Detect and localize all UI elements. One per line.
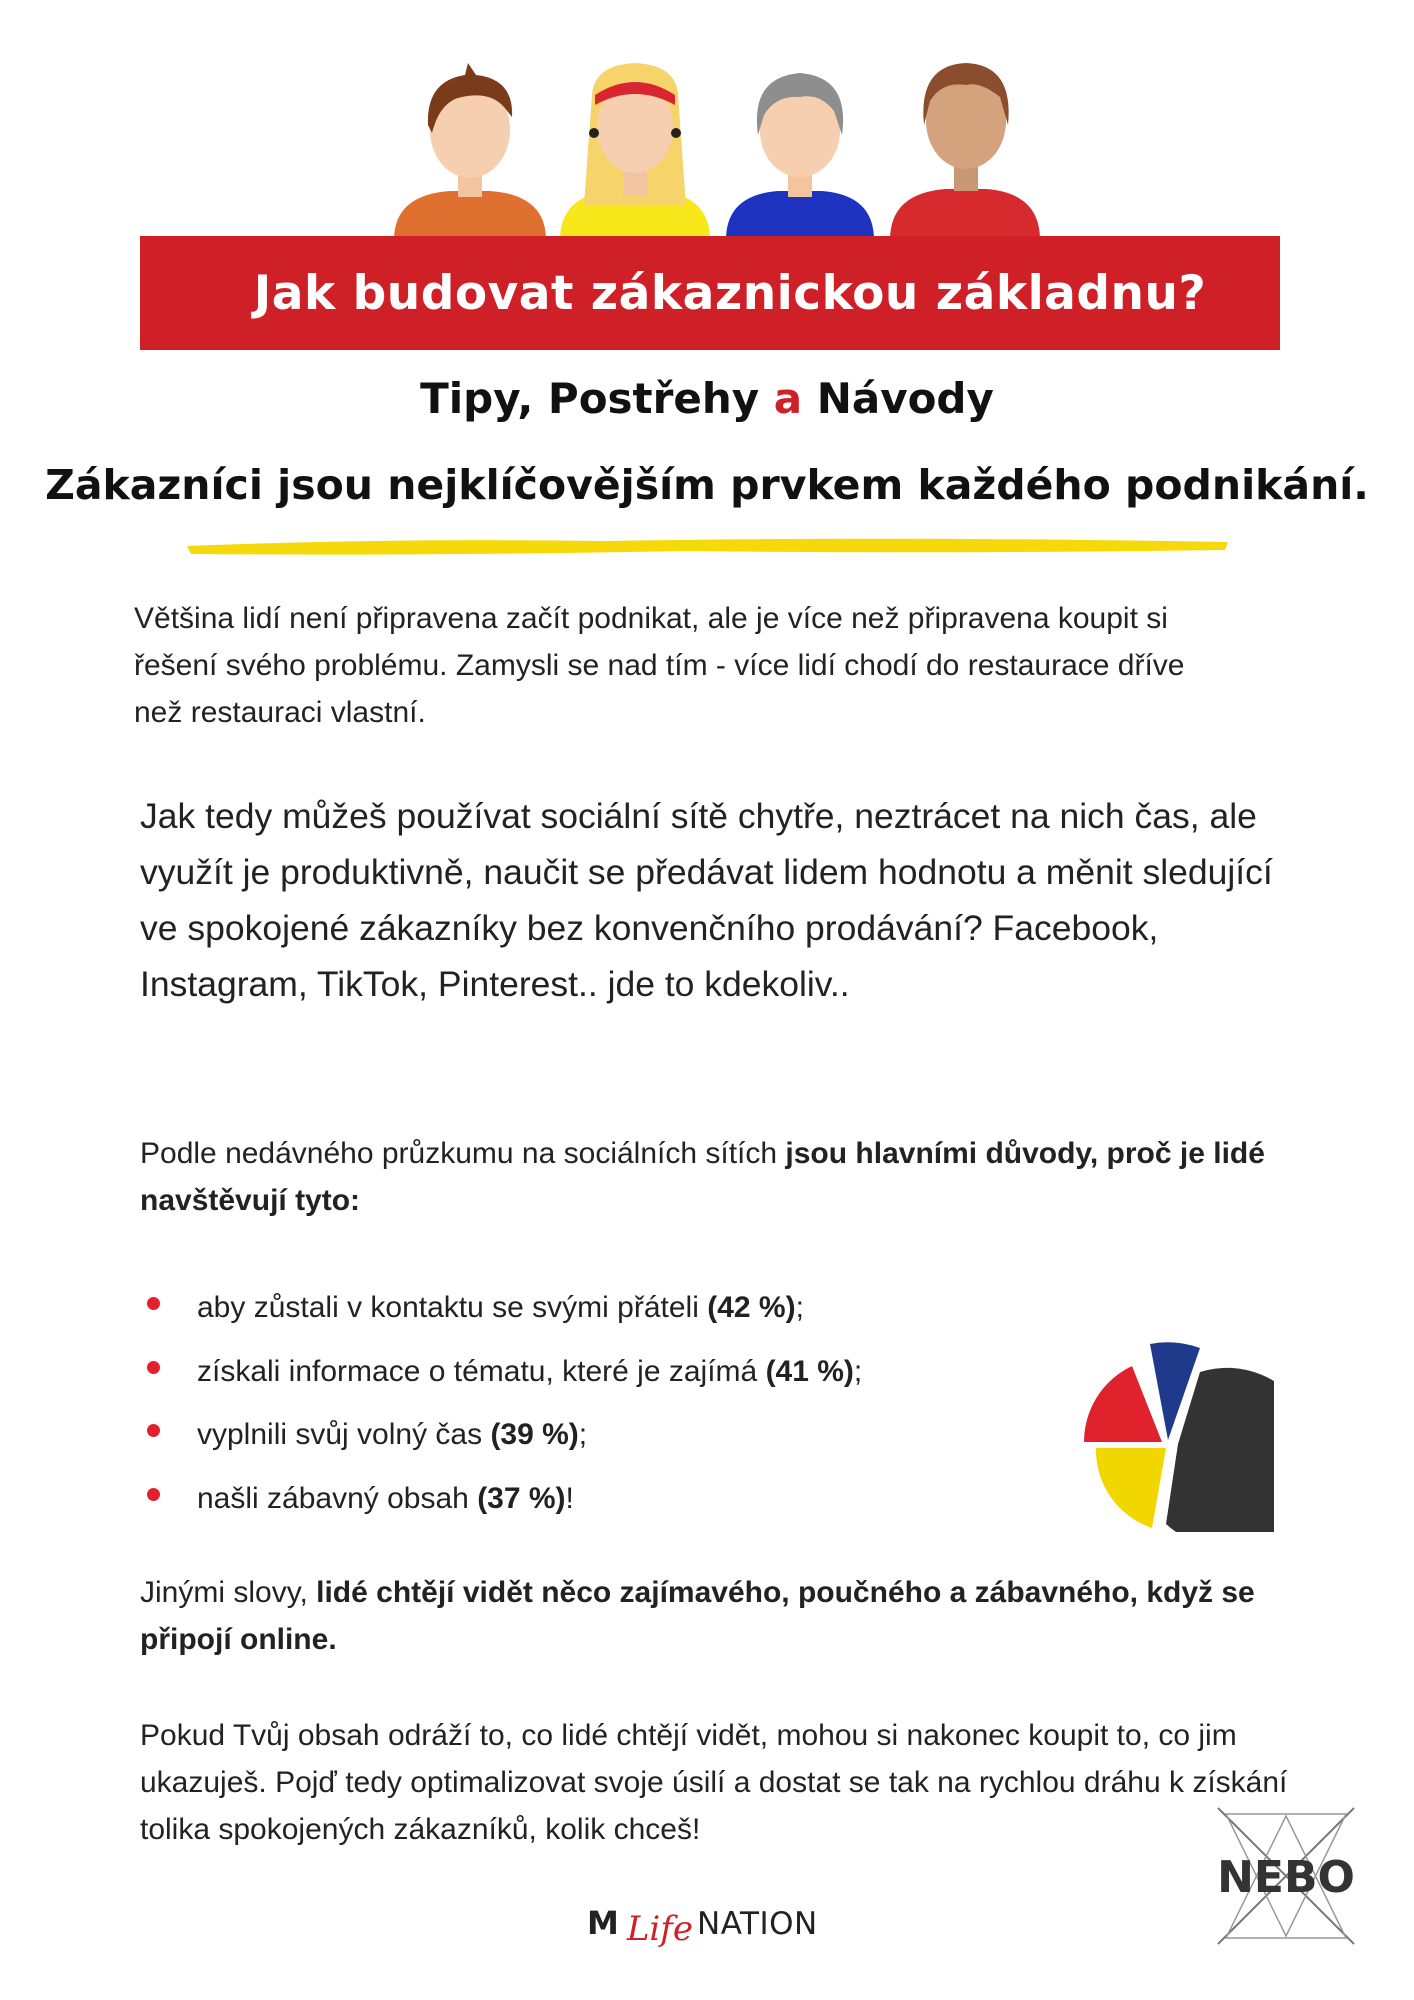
list-item-text: získali informace o tématu, které je zajímá	[197, 1354, 766, 1388]
list-item-text: aby zůstali v kontaktu se svými přáteli	[197, 1291, 708, 1324]
intro-paragraph: Většina lidí není připravena začít podnikat, ale je více než připravena koupit si řešení svého problému. Zamysli se nad tím - více lidí chodí do restaurace dříve než restauraci vlastní.	[134, 602, 1185, 729]
survey-lead	[140, 1130, 1290, 1224]
subtitle	[0, 374, 1414, 423]
highlight-stroke	[185, 532, 1230, 558]
subtitle-accent: a	[773, 374, 803, 423]
mlife-nation-logo	[587, 1903, 818, 1953]
person-blue-icon	[726, 73, 874, 240]
list-item	[145, 1474, 995, 1538]
list-item-percent: (39 %)	[490, 1418, 579, 1451]
list-item-percent: (42 %)	[707, 1291, 796, 1324]
list-item-percent: (37 %)	[477, 1481, 566, 1515]
list-item-end: ;	[795, 1291, 804, 1324]
list-item-text: vyplnili svůj volný čas	[197, 1418, 491, 1451]
nebo-logo	[1210, 1800, 1362, 1952]
summary-text: Jinými slovy,	[140, 1576, 317, 1609]
bullet-icon	[147, 1297, 160, 1310]
logo-life: Life	[626, 1909, 694, 1949]
pie-chart-icon	[1082, 1332, 1274, 1532]
summary-bold: lidé chtějí vidět něco zajímavého, poučného a zábavného, když se připojí online.	[140, 1576, 1255, 1656]
people-illustration	[380, 55, 1040, 240]
page-title: Jak budovat zákaznickou základnu?	[253, 265, 1207, 321]
tagline: Zákazníci jsou nejklíčovějším prvkem každého podnikání.	[45, 461, 1369, 509]
logo-m: M	[587, 1904, 619, 1942]
survey-lead-text: Podle nedávného průzkumu na sociálních sítích	[140, 1137, 786, 1170]
list-item-text: našli zábavný obsah	[197, 1481, 478, 1515]
list-item	[145, 1283, 995, 1347]
list-item	[145, 1347, 995, 1411]
list-item	[145, 1410, 995, 1474]
subtitle-part2: Návody	[802, 374, 994, 423]
person-red-icon	[890, 63, 1040, 240]
list-item-end: !	[565, 1481, 574, 1515]
bullet-icon	[147, 1424, 160, 1437]
list-item-end: ;	[578, 1418, 588, 1451]
list-item-end: ;	[853, 1354, 863, 1388]
closing-paragraph: Pokud Tvůj obsah odráží to, co lidé chtějí vidět, mohou si nakonec koupit to, co jim ukazuješ. Pojď tedy optimalizovat svoje úsilí a dostat se tak na rychlou dráhu k získání tolika spokojených zákazníků, kolik chceš!	[140, 1719, 1288, 1846]
question-paragraph: Jak tedy můžeš používat sociální sítě chytře, neztrácet na nich čas, ale využít je produktivně, naučit se předávat lidem hodnotu a měnit sledující ve spokojené zákazníky bez konvenčního prodávání? Facebook, Instagram, TikTok, Pinterest.. jde to kdekoliv..	[140, 796, 1273, 1004]
summary-paragraph	[140, 1569, 1290, 1663]
person-orange-icon	[394, 63, 546, 240]
survey-list	[145, 1283, 995, 1537]
bullet-icon	[147, 1361, 160, 1374]
list-item-percent: (41 %)	[765, 1354, 854, 1388]
survey-lead-bold: jsou hlavními důvody, proč je lidé navštěvují tyto:	[140, 1137, 1265, 1217]
nebo-logo-text: NEBO	[1217, 1852, 1355, 1903]
person-yellow-icon	[560, 63, 710, 240]
subtitle-part1: Tipy, Postřehy	[420, 374, 774, 423]
logo-nation: NATION	[697, 1906, 818, 1942]
bullet-icon	[147, 1488, 160, 1501]
